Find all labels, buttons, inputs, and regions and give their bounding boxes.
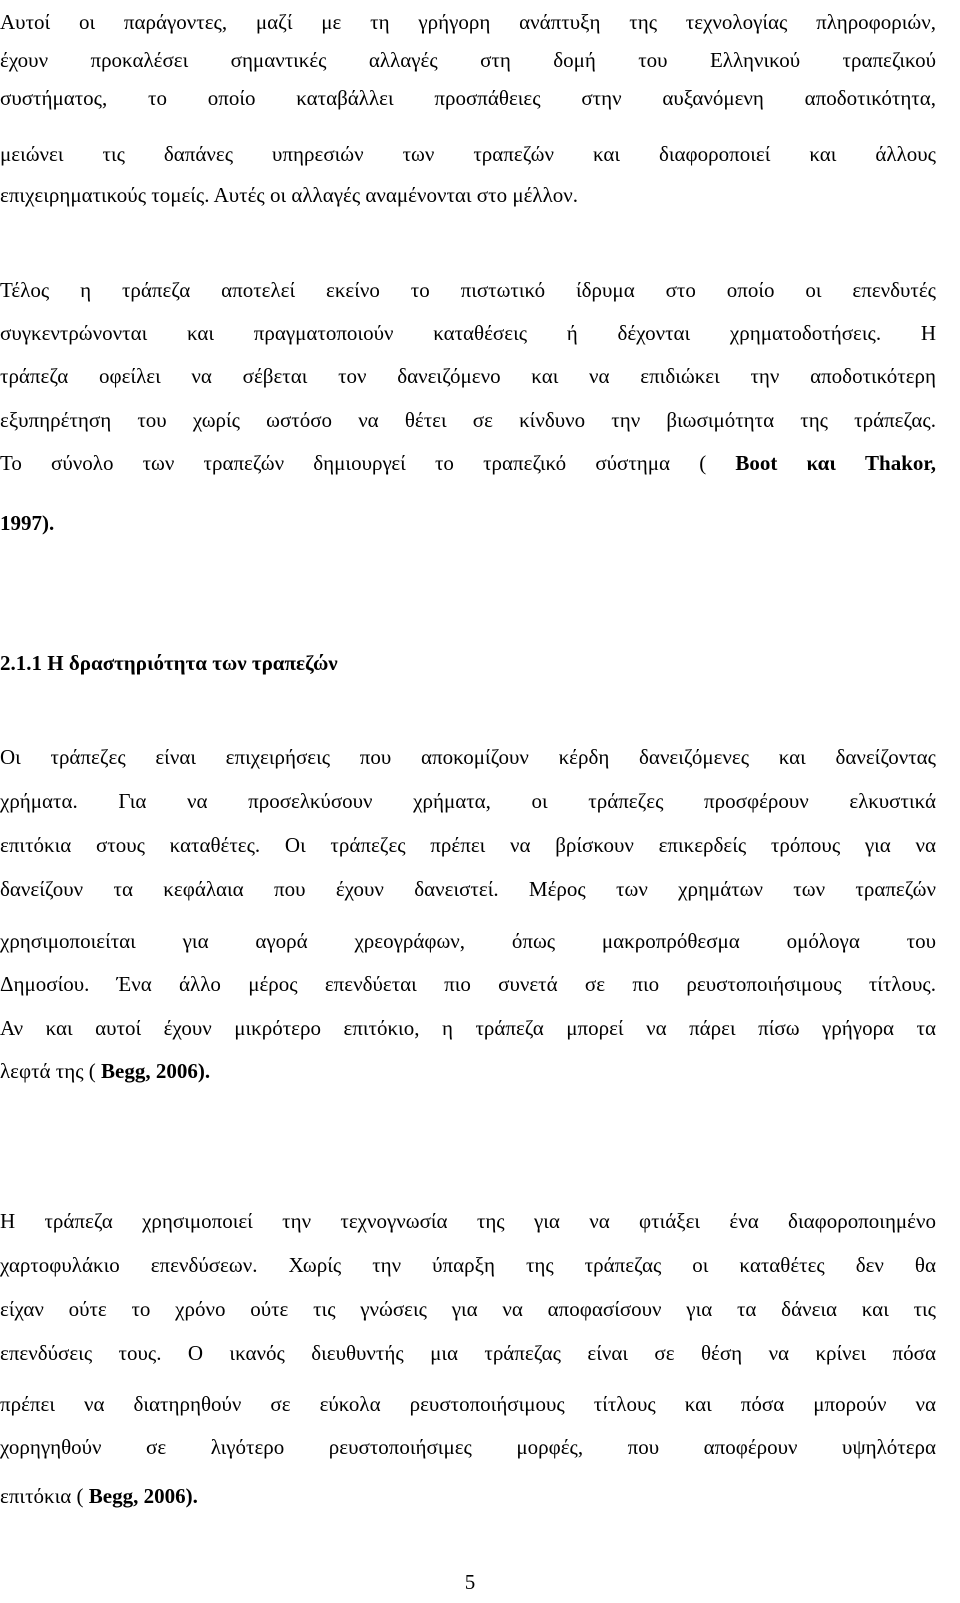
section-title: Η δραστηριότητα των τραπεζών — [47, 651, 338, 675]
text-line: είχαν ούτε το χρόνο ούτε τις γνώσεις για να αποφασίσουν για τα δάνεια και τις — [0, 1297, 936, 1321]
citation: Begg, 2006). — [101, 1059, 211, 1083]
text-line: επενδύσεις τους. Ο ικανός διευθυντής μια τράπεζας είναι σε θέση να κρίνει πόσα — [0, 1341, 936, 1365]
text-line: Αυτοί οι παράγοντες, μαζί με τη γρήγορη ανάπτυξη της τεχνολογίας πληροφοριών, — [0, 10, 936, 34]
text-line: χρησιμοποιείται για αγορά χρεογράφων, όπως μακροπρόθεσμα ομόλογα του — [0, 929, 936, 953]
text-line: συγκεντρώνονται και πραγματοποιούν καταθέσεις ή δέχονται χρηματοδοτήσεις. Η — [0, 321, 936, 345]
citation: Begg, 2006). — [88, 1484, 198, 1508]
text-line-body: Το σύνολο των τραπεζών δημιουργεί το τραπεζικό σύστημα ( — [0, 451, 707, 475]
text-line: δανείζουν τα κεφάλαια που έχουν δανειστεί. Μέρος των χρημάτων των τραπεζών — [0, 877, 936, 901]
text-line: συστήματος, το οποίο καταβάλλει προσπάθειες στην αυξανόμενη αποδοτικότητα, — [0, 86, 936, 110]
text-line: μειώνει τις δαπάνες υπηρεσιών των τραπεζών και διαφοροποιεί και άλλους — [0, 142, 936, 166]
text-line: χρήματα. Για να προσελκύσουν χρήματα, οι τράπεζες προσφέρουν ελκυστικά — [0, 789, 936, 813]
text-line: Αν και αυτοί έχουν μικρότερο επιτόκιο, η τράπεζα μπορεί να πάρει πίσω γρήγορα τα — [0, 1016, 936, 1040]
text-line-body: επιτόκια ( — [0, 1484, 84, 1508]
text-line: εξυπηρέτηση του χωρίς ωστόσο να θέτει σε κίνδυνο την βιωσιμότητα της τράπεζας. — [0, 408, 936, 432]
text-line: Η τράπεζα χρησιμοποιεί την τεχνογνωσία της για να φτιάξει ένα διαφοροποιημένο — [0, 1209, 936, 1233]
text-line: έχουν προκαλέσει σημαντικές αλλαγές στη δομή του Ελληνικού τραπεζικού — [0, 48, 936, 72]
text-line — [0, 1051, 210, 1091]
citation: 1997). — [0, 511, 55, 535]
text-line: Τέλος η τράπεζα αποτελεί εκείνο το πιστωτικό ίδρυμα στο οποίο οι επενδυτές — [0, 278, 936, 302]
text-line-body: λεφτά της ( — [0, 1059, 96, 1083]
citation: Boot και Thakor, — [735, 451, 937, 475]
text-line: επιχειρηματικούς τομείς. Αυτές οι αλλαγές αναμένονται στο μέλλον. — [0, 183, 579, 207]
text-line — [0, 503, 54, 543]
text-line: Δημοσίου. Ένα άλλο μέρος επενδύεται πιο συνετά σε πιο ρευστοποιήσιμους τίτλους. — [0, 972, 936, 996]
section-heading — [0, 643, 338, 683]
text-line: τράπεζα οφείλει να σέβεται τον δανειζόμενο και να επιδιώκει την αποδοτικότερη — [0, 364, 936, 388]
text-line: Οι τράπεζες είναι επιχειρήσεις που αποκομίζουν κέρδη δανειζόμενες και δανείζοντας — [0, 745, 936, 769]
text-line: χορηγηθούν σε λιγότερο ρευστοποιήσιμες μορφές, που αποφέρουν υψηλότερα — [0, 1435, 936, 1459]
text-line — [0, 443, 936, 483]
text-line: επιτόκια στους καταθέτες. Οι τράπεζες πρέπει να βρίσκουν επικερδείς τρόπους για να — [0, 833, 936, 857]
section-number: 2.1.1 — [0, 651, 42, 675]
page-number: 5 — [464, 1570, 476, 1594]
text-line: πρέπει να διατηρηθούν σε εύκολα ρευστοποιήσιμους τίτλους και πόσα μπορούν να — [0, 1392, 936, 1416]
text-line — [0, 1476, 198, 1516]
text-line: χαρτοφυλάκιο επενδύσεων. Χωρίς την ύπαρξη της τράπεζας οι καταθέτες δεν θα — [0, 1253, 936, 1277]
